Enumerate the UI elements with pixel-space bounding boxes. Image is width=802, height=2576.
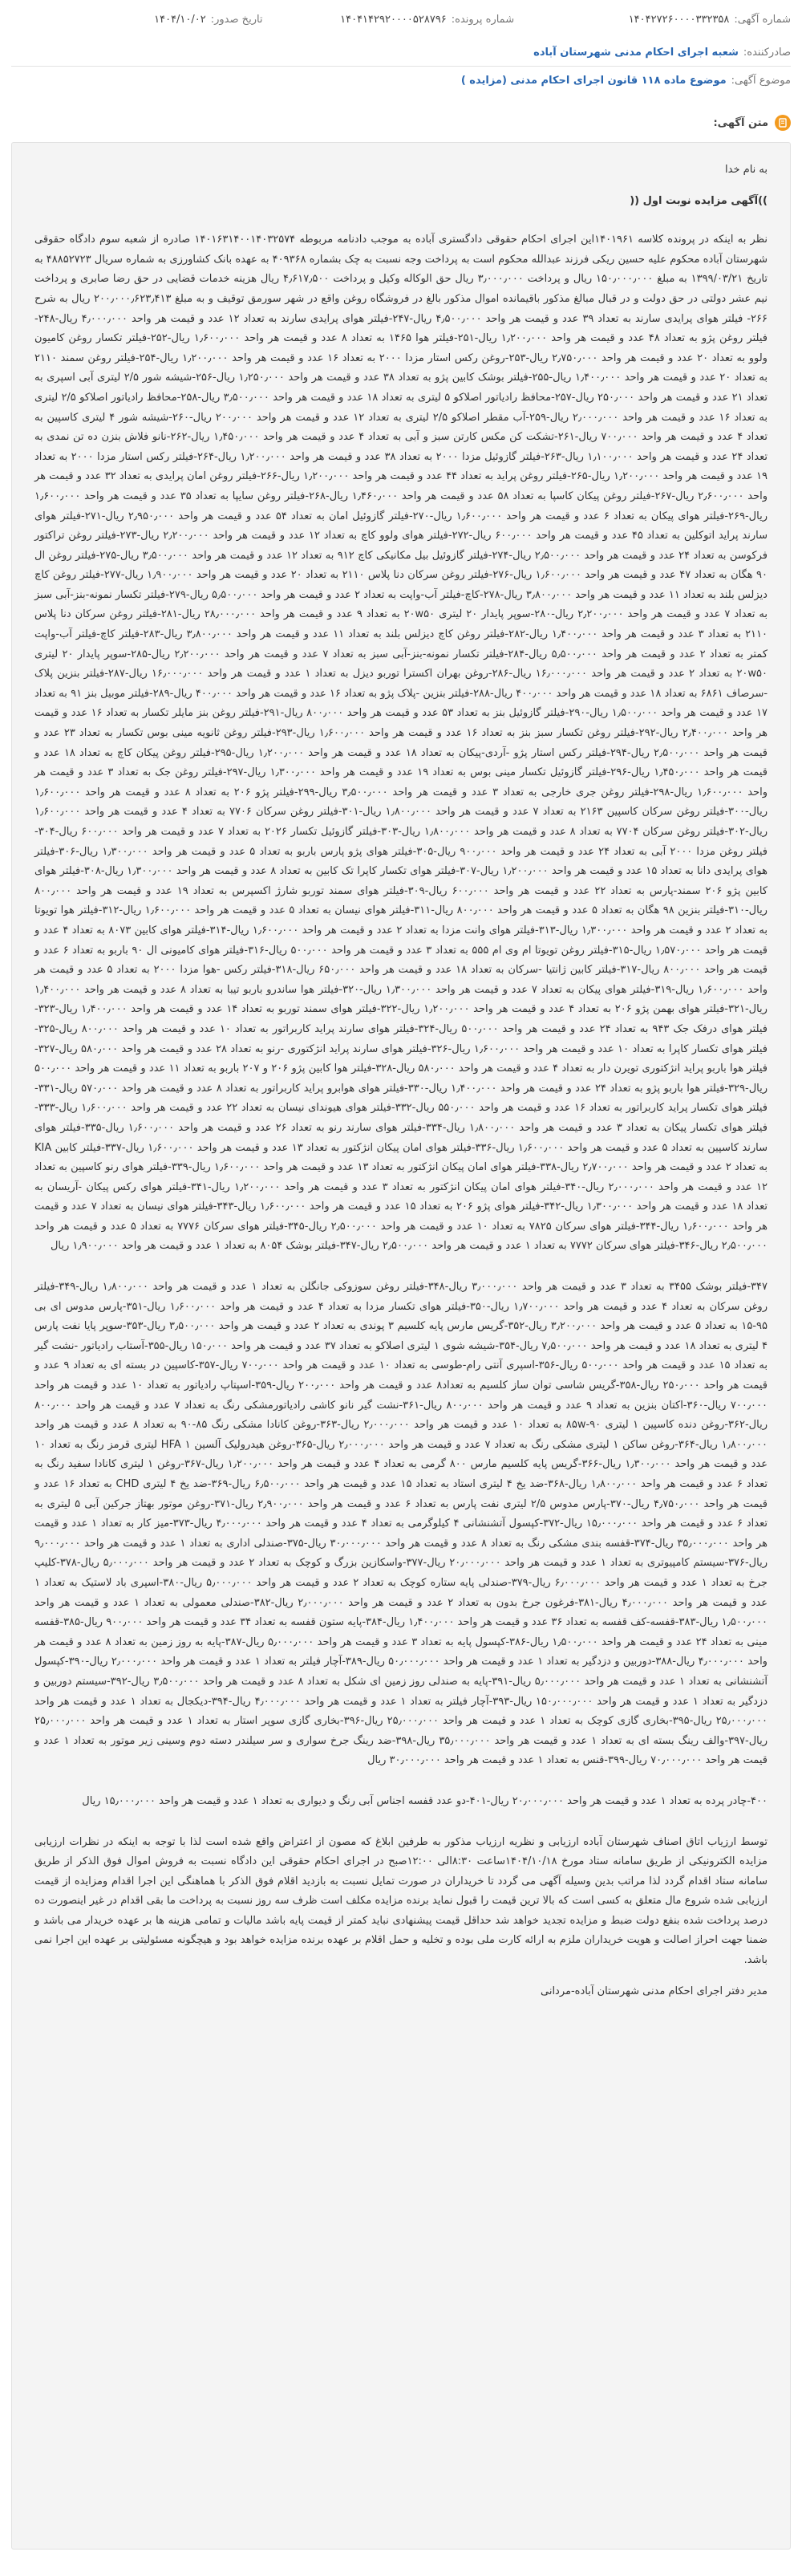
issuer-label: صادرکننده: (743, 46, 791, 59)
notice-paragraph-1: نظر به اینکه در پرونده کلاسه ۱۴۰۱۹۶۱این اجرای احکام حقوقی دادگستری آباده به موجب دادنامه مربوطه ۱۴۰۱۶۳۱۴۰۰۱۴۰۳۲۵۷۴ صادره از شعبه سوم دادگاه حقوقی شهرستان آباده محکوم علیه حسین ریکی فرزند عبدالله محکوم است به پرداخت وجه نسبت به چک بشماره ۴۰۹۳۶۸ به عهده بانک کشاورزی به شماره سریال ۴۸۸۵۲۷۲۳ به تاریخ ۱۳۹۹/۰۳/۲۱ به مبلغ ۱۵۰٫۰۰۰٫۰۰۰ ریال و پرداخت ۳٫۰۰۰٫۰۰۰ ریال حق الوکاله وکیل و پرداخت ۴٫۶۱۷٫۵۰۰ ریال هزینه خدمات قضایی در حق رضا صابری و پرداخت نیم عشر دولتی در حق دولت و در قبال مبالغ مذکور باقیمانده اموال مذکور بالغ در فروشگاه روغن واقع در شهر سورمق توقیف و به مبلغ ۲۰۰٫۰۰۰٫۶۲۳٫۴۱۳ ریال به شرح ۲۶۶- فیلتر هوای پرایدی سارند به تعداد ۳۹ عدد و قیمت هر واحد ۴٫۵۰۰٫۰۰۰ ریال-۲۴۷-فیلتر هوای پرایدی سارند به تعداد ۱۲ عدد و قیمت هر واحد ۴٫۰۰۰٫۰۰۰ ریال-۲۴۸-فیلتر روغن پژو به تعداد ۴۸ عدد و قیمت هر واحد ۱٫۲۰۰٫۰۰۰ ریال-۲۵۱-فیلتر هوا ۱۴۶۵ به تعداد ۸ عدد و قیمت هر واحد ۱٫۶۰۰٫۰۰۰ ریال-۲۵۲-فیلتر تکسار روغن کامیون ولوو به تعداد ۲۰ عدد و قیمت هر واحد ۲٫۷۵۰٫۰۰۰ ریال-۲۵۳-روغن رکس استار مزدا ۲۰۰۰ به تعداد ۱۶ عدد و قیمت هر واحد ۱٫۲۰۰٫۰۰۰ ریال-۲۵۴-فیلتر روغن سمند ۲۱۱۰ به تعداد ۲۰ عدد و قیمت هر واحد ۱٫۴۰۰٫۰۰۰ ریال-۲۵۵-فیلتر بوشک کابین پژو به تعداد ۳۸ عدد و قیمت هر واحد ۱٫۲۵۰٫۰۰۰ ریال-۲۵۶-شیشه شور ۲/۵ لیتری آبی اسپری به تعداد ۲۱ عدد و قیمت هر واحد ۲۵۰٫۰۰۰ ریال-۲۵۷-محافظ رادیاتور اصلاکو ۵ لیتری به تعداد ۱۸ عدد و قیمت هر واحد ۳٫۵۰۰٫۰۰۰ ریال-۲۵۸-محافظ رادیاتور اصلاکو ۲/۵ لیتری به تعداد ۱۶ عدد و قیمت هر واحد ۲٫۰۰۰٫۰۰۰ ریال-۲۵۹-آب مقطر اصلاکو ۲/۵ لیتری به تعداد ۱۲ عدد و قیمت هر واحد ۲۰۰٫۰۰۰ ریال-۲۶۰-شیشه شور ۴ لیتری کاسپین به تعداد ۴ عدد و قیمت هر واحد ۷۰۰٫۰۰۰ ریال-۲۶۱-تشکت کن مکس کارتن سبز و آبی به تعداد ۴ عدد و قیمت هر واحد ۱٫۴۵۰٫۰۰۰ ریال-۲۶۲-نانو فلاش بنزن ده تن نمدی به تعداد ۲۴ عدد و قیمت هر واحد ۱٫۱۰۰٫۰۰۰ ریال-۲۶۳-فیلتر گازوئیل مزدا ۲۰۰۰ به تعداد ۳۸ عدد و قیمت هر واحد ۱٫۲۰۰٫۰۰۰ ریال-۲۶۴-فیلتر رکس استار مزدا ۲۰۰۰ به تعداد ۱۹ عدد و قیمت هر واحد ۱٫۲۰۰٫۰۰۰ ریال-۲۶۵-فیلتر روغن پراید به تعداد ۴۴ عدد و قیمت هر واحد ۱٫۲۰۰٫۰۰۰ ریال-۲۶۶-فیلتر روغن امان پرایدی به تعداد ۳۲ عدد و قیمت هر واحد ۲٫۶۰۰٫۰۰۰ ریال-۲۶۷-فیلتر روغن پیکان کاسپا به تعداد ۵۸ عدد و قیمت هر واحد ۱٫۴۶۰٫۰۰۰ ریال-۲۶۸-فیلتر روغن سایپا به تعداد ۳۵ عدد و قیمت هر واحد ۱٫۶۰۰٫۰۰۰ ریال-۲۶۹-فیلتر هوای پیکان به تعداد ۶ عدد و قیمت هر واحد ۱٫۶۰۰٫۰۰۰ ریال-۲۷۰-فیلتر گازوئیل امان به تعداد ۵۴ عدد و قیمت هر واحد ۲٫۹۵۰٫۰۰۰ ریال-۲۷۱-فیلتر هوای سارند پراید اتوکلین به تعداد ۴۵ عدد و قیمت هر واحد ۶۰۰٫۰۰۰ ریال-۲۷۲-فیلتر هوای ولوو کاچ به تعداد ۱۲ عدد و قیمت هر واحد ۲٫۲۰۰٫۰۰۰ ریال-۲۷۳-فیلتر روغن تراکتور فرکوسن به تعداد ۲۴ عدد و قیمت هر واحد ۲٫۵۰۰٫۰۰۰ ریال-۲۷۴-فیلتر گازوئیل بیل مکانیکی کاچ ۹۱۲ به تعداد ۱۲ عدد و قیمت هر واحد ۳٫۵۰۰٫۰۰۰ ریال-۲۷۵-فیلتر روغن ال ۹۰ هگان به تعداد ۴۷ عدد و قیمت هر واحد ۱٫۶۰۰٫۰۰۰ ریال-۲۷۶-فیلتر روغن سرکان دنا پلاس ۲۱۱۰ به تعداد ۲۰ عدد و قیمت هر واحد ۱٫۹۰۰٫۰۰۰ ریال-۲۷۷-فیلتر روغن کاچ دیزلس بلند به تعداد ۱۱ عدد و قیمت هر واحد ۳٫۸۰۰٫۰۰۰ ریال-۲۷۸-کاچ-فیلتر آب-واپت به تعداد ۲ عدد و قیمت هر واحد ۵٫۵۰۰٫۰۰۰ ریال-۲۷۹-فیلتر تکسار نمونه-بنز-آبی سبز به تعداد ۷ عدد و قیمت هر واحد ۲٫۲۰۰٫۰۰۰ ریال-۲۸۰-سوپر پایدار ۲۰ لیتری ۲۰w۵۰ به تعداد ۹ عدد و قیمت هر واحد ۲۸٫۰۰۰٫۰۰۰ ریال-۲۸۱-فیلتر روغن سرکان دنا پلاس ۲۱۱۰ به تعداد ۳ عدد و قیمت هر واحد ۱٫۴۰۰٫۰۰۰ ریال-۲۸۲-فیلتر روغن کاچ دیزلس بلند به تعداد ۱۱ عدد و قیمت هر واحد ۳٫۸۰۰٫۰۰۰ ریال-۲۸۳-فیلتر کاچ-فیلتر آب-واپت کمتر به تعداد ۲ عدد و قیمت هر واحد ۵٫۵۰۰٫۰۰۰ ریال-۲۸۴-فیلتر تکسار نمونه-بنز-آبی سبز به تعداد ۷ عدد و قیمت هر واحد ۲٫۲۰۰٫۰۰۰ ریال-۲۸۵-سوپر پایدار ۲۰ لیتری ۲۰w۵۰ به تعداد ۲ عدد و قیمت هر واحد ۱۶٫۰۰۰٫۰۰۰ ریال-۲۸۶-روغن بهران اکسترا توربو دیزل به تعداد ۱ عدد و قیمت هر واحد ۱۶٫۰۰۰٫۰۰۰ ریال-۲۸۷-فیلتر بنزین پلاک -سرصاف ۶۸۶۱ به تعداد ۱۸ عدد و قیمت هر واحد ۴۰۰٫۰۰۰ ریال-۲۸۸-فیلتر بنزین -پلاک پژو به تعداد ۱۶ عدد و قیمت هر واحد ۴۰۰٫۰۰۰ ریال-۲۸۹-فیلتر موبیل بنز ۹۱ به تعداد ۱۷ عدد و قیمت هر واحد ۱٫۵۰۰٫۰۰۰ ریال-۲۹۰-فیلتر گازوئیل بنز به تعداد ۵۳ عدد و قیمت هر واحد ۸۰۰٫۰۰۰ ریال-۲۹۱-فیلتر روغن بنز مایلر تکسار به تعداد ۱۶ عدد و قیمت هر واحد ۲٫۴۰۰٫۰۰۰ ریال-۲۹۲-فیلتر روغن تکسار سبز بنز به تعداد ۱۶ عدد و قیمت هر واحد ۱٫۶۰۰٫۰۰۰ ریال-۲۹۳-فیلتر روغن ثانویه مینی بوس تکسار به تعداد ۲۳ عدد و قیمت هر واحد ۲٫۵۰۰٫۰۰۰ ریال-۲۹۴-فیلتر رکس استار پژو -آردی-پیکان به تعداد ۱۸ عدد و قیمت هر واحد ۱٫۲۰۰٫۰۰۰ ریال-۲۹۵-فیلتر روغن پیکان کاچ به تعداد ۱۸ عدد و قیمت هر واحد ۱٫۴۵۰٫۰۰۰ ریال-۲۹۶-فیلتر گازوئیل تکسار مینی بوس به تعداد ۱۹ عدد و قیمت هر واحد ۱٫۳۰۰٫۰۰۰ ریال-۲۹۷-فیلتر روغن جک به تعداد ۳ عدد و قیمت هر واحد ۱٫۶۰۰٫۰۰۰ ریال-۲۹۸-فیلتر روغن جری خارجی به تعداد ۳ عدد و قیمت هر واحد ۳٫۵۰۰٫۰۰۰ ریال-۲۹۹-فیلتر پژو ۲۰۶ به تعداد ۸ عدد و قیمت هر واحد ۱٫۶۰۰٫۰۰۰ ریال-۳۰۰-فیلتر روغن سرکان کاسپین ۲۱۶۳ به تعداد ۷ عدد و قیمت هر واحد ۱٫۸۰۰٫۰۰۰ ریال-۳۰۱-فیلتر روغن سرکان ۷۷۰۶ به تعداد ۴ عدد و قیمت هر واحد ۱٫۶۰۰٫۰۰۰ ریال-۳۰۲-فیلتر روغن سرکان ۷۷۰۴ به تعداد ۸ عدد و قیمت هر واحد ۱٫۸۰۰٫۰۰۰ ریال-۳۰۳-فیلتر گازوئیل تکسار ۲۰۲۶ به تعداد ۷ عدد و قیمت هر واحد ۶۰۰٫۰۰۰ ریال-۳۰۴-فیلتر روغن مزدا ۲۰۰۰ آبی به تعداد ۲۴ عدد و قیمت هر واحد ۹۰۰٫۰۰۰ ریال-۳۰۵-فیلتر هوای پژو پارس باربو به تعداد ۵ عدد و قیمت هر واحد ۱٫۳۰۰٫۰۰۰ ریال-۳۰۶-فیلتر هوای پرایدی دانا به تعداد ۱۵ عدد و قیمت هر واحد ۱٫۲۰۰٫۰۰۰ ریال-۳۰۷-فیلتر هوای تکسار کاپرا تک کابین به تعداد ۸ عدد و قیمت هر واحد ۱٫۳۰۰٫۰۰۰ ریال-۳۰۸-فیلتر هوای کابین پژو ۲۰۶ سمند-پارس به تعداد ۲۲ عدد و قیمت هر واحد ۶۰۰٫۰۰۰ ریال-۳۰۹-فیلتر هوای سمند توربو شارژ اکسپرس به تعداد ۱۹ عدد و قیمت هر واحد ۸۰۰٫۰۰۰ ریال-۳۱۰-فیلتر بنزین ۹۸ هگان به تعداد ۵ عدد و قیمت هر واحد ۸۰۰٫۰۰۰ ریال-۳۱۱-فیلتر هوای نیسان به تعداد ۵ عدد و قیمت هر واحد ۱٫۶۰۰٫۰۰۰ ریال-۳۱۲-فیلتر هوا تویوتا به تعداد ۲ عدد و قیمت هر واحد ۱٫۳۰۰٫۰۰۰ ریال-۳۱۳-فیلتر هوای وانت مزدا به تعداد ۲ عدد و قیمت هر واحد ۱٫۶۰۰٫۰۰۰ ریال-۳۱۴-فیلتر هوای کابین ۸۰۷۳ به تعداد ۴ عدد و قیمت هر واحد ۱٫۵۷۰٫۰۰۰ ریال-۳۱۵-فیلتر روغن تویوتا ام وی ام ۵۵۵ به تعداد ۳ عدد و قیمت هر واحد ۵۰۰٫۰۰۰ ریال-۳۱۶-فیلتر هوای کامیونی ال ۹۰ باربو به تعداد ۶ عدد و قیمت هر واحد ۸۰۰٫۰۰۰ ریال-۳۱۷-فیلتر کابین ژانتیا -سرکان به تعداد ۱۸ عدد و قیمت هر واحد ۶۵۰٫۰۰۰ ریال-۳۱۸-فیلتر رکس -هوا مزدا ۲۰۰۰ به تعداد ۵ عدد و قیمت هر واحد ۱٫۶۰۰٫۰۰۰ ریال-۳۱۹-فیلتر هوای پیکان به تعداد ۷ عدد و قیمت هر واحد ۱٫۳۰۰٫۰۰۰ ریال-۳۲۰-فیلتر هوا ساندرو باربو تیبا به تعداد ۸ عدد و قیمت هر واحد ۱٫۴۰۰٫۰۰۰ ریال-۳۲۱-فیلتر هوای بهمن پژو ۲۰۶ به تعداد ۴ عدد و قیمت هر واحد ۱٫۲۰۰٫۰۰۰ ریال-۳۲۲-فیلتر هوای سمند توربو به تعداد ۱۴ عدد و قیمت هر واحد ۱٫۴۰۰٫۰۰۰ ریال-۳۲۳-فیلتر هوای درفک جک ۹۴۳ به تعداد ۲۴ عدد و قیمت هر واحد ۵۰۰٫۰۰۰ ریال-۳۲۴-فیلتر هوای سارند پراید کاربراتور به تعداد ۱۰ عدد و قیمت هر واحد ۸۰۰٫۰۰۰ ریال-۳۲۵-فیلتر هوای تکسار کاپرا به تعداد ۱۰ عدد و قیمت هر واحد ۱٫۶۰۰٫۰۰۰ ریال-۳۲۶-فیلتر هوای سارند پراید انژکتوری -رنو به تعداد ۲۸ عدد و قیمت هر واحد ۵۸۰٫۰۰۰ ریال-۳۲۷-فیلتر هوا باربو پراید انژکتوری تویرن دار به تعداد ۴ عدد و قیمت هر واحد ۵۸۰٫۰۰۰ ریال-۳۲۸-فیلتر هوا کابین پژو ۲۰۶ و ۲۰۷ باربو به تعداد ۱۱ عدد و قیمت هر واحد ۵۰۰٫۰۰۰ ریال-۳۲۹-فیلتر هوا باربو پژو به تعداد ۲۴ عدد و قیمت هر واحد ۱٫۴۰۰٫۰۰۰ ریال-۳۳۰-فیلتر هوای هوابرو پراید کاربراتور به تعداد ۸ عدد و قیمت هر واحد ۵۷۰٫۰۰۰ ریال-۳۳۱-فیلتر هوای تکسار پراید کاربراتور به تعداد ۱۶ عدد و قیمت هر واحد ۵۵۰٫۰۰۰ ریال-۳۳۲-فیلتر هوای هیوندای نیسان به تعداد ۲۲ عدد و قیمت هر واحد ۱٫۶۰۰٫۰۰۰ ریال-۳۳۳-فیلتر هوای تکسار پیکان به تعداد ۳ عدد و قیمت هر واحد ۱٫۸۰۰٫۰۰۰ ریال-۳۳۴-فیلتر هوای سارند رنو به تعداد ۲۶ عدد و قیمت هر واحد ۱٫۶۰۰٫۰۰۰ ریال-۳۳۵-فیلتر هوای سارند کاسپین به تعداد ۵ عدد و قیمت هر واحد ۱٫۶۰۰٫۰۰۰ ریال-۳۳۶-فیلتر هوای امان پیکان انژکتور به تعداد ۱۳ عدد و قیمت هر واحد ۱٫۶۰۰٫۰۰۰ ریال-۳۳۷-فیلتر کابین KIA به تعداد ۲ عدد و قیمت هر واحد ۲٫۷۰۰٫۰۰۰ ریال-۳۳۸-فیلتر هوای امان پیکان انژکتور به تعداد ۱۳ عدد و قیمت هر واحد ۱٫۶۰۰٫۰۰۰ ریال-۳۳۹-فیلتر هوای رنو کاسپین به تعداد ۱۲ عدد و قیمت هر واحد ۲٫۰۰۰٫۰۰۰ ریال-۳۴۰-فیلتر هوای امان پیکان انژکتور به تعداد ۳ عدد و قیمت هر واحد ۱٫۲۰۰٫۰۰۰ ریال-۳۴۱-فیلتر هوای رکس پیکان -آریسان به تعداد ۱۸ عدد و قیمت هر واحد ۱٫۳۰۰٫۰۰۰ ریال-۳۴۲-فیلتر هوای پژو ۲۰۶ به تعداد ۱۵ عدد و قیمت هر واحد ۱٫۶۰۰٫۰۰۰ ریال-۳۴۳-فیلتر هوای نیسان به تعداد ۷ عدد و قیمت هر واحد ۱٫۶۰۰٫۰۰۰ ریال-۳۴۴-فیلتر هوای سرکان ۷۸۲۵ به تعداد ۱۰ عدد و قیمت هر واحد ۲٫۵۰۰٫۰۰۰ ریال-۳۴۵-فیلتر هوای سرکان ۷۷۷۶ به تعداد ۵ عدد و قیمت هر واحد ۲٫۵۰۰٫۰۰۰ ریال-۳۴۶-فیلتر هوای سرکان ۷۷۷۲ به تعداد ۱ عدد و قیمت هر واحد ۲٫۵۰۰٫۰۰۰ ریال-۳۴۷-فیلتر بوشک ۸۰۵۴ به تعداد ۱ عدد و قیمت هر واحد ۱٫۹۰۰٫۰۰۰ ریال (34, 234, 768, 1253)
notice-number-value: ۱۴۰۴۲۷۲۶۰۰۰۰۳۳۲۳۵۸ (628, 13, 730, 26)
notice-number-label: شماره آگهی: (734, 13, 791, 26)
subject-row (0, 67, 802, 94)
issue-date-field (11, 14, 263, 26)
notice-paragraph-3: ۴۰۰-چادر پرده به تعداد ۱ عدد و قیمت هر واحد ۲۰٫۰۰۰٫۰۰۰ ریال-۴۰۱-دو عدد قفسه اجناس آبی رنگ و دیواری به تعداد ۱ عدد و قیمت هر واحد ۱۵٫۰۰۰٫۰۰۰ ریال (82, 1794, 768, 1807)
subject-value: موضوع ماده ۱۱۸ قانون اجرای احکام مدنی (مزایده ) (460, 74, 727, 87)
subject-label: موضوع آگهی: (731, 74, 791, 87)
signature-line: مدیر دفتر اجرای احکام مدنی شهرستان آباده-مردانی (540, 1985, 768, 1997)
bismillah: به نام خدا (725, 164, 768, 176)
notice-meta-row (0, 0, 802, 39)
file-number-field (263, 14, 515, 26)
notice-number-field (514, 14, 791, 26)
document-icon (775, 115, 791, 131)
issuer-row (0, 39, 802, 66)
file-number-value: ۱۴۰۴۱۴۲۹۲۰۰۰۰۵۲۸۷۹۶ (340, 13, 447, 26)
issue-date-value: ۱۴۰۴/۱۰/۰۲ (154, 13, 206, 26)
file-number-label: شماره پرونده: (451, 13, 515, 26)
notice-text-box (11, 142, 791, 2550)
issue-date-label: تاریخ صدور: (210, 13, 263, 26)
notice-text-title: متن آگهی: (713, 116, 768, 129)
notice-paragraph-4: توسط ارزیاب اتاق اصناف شهرستان آباده ارزیابی و نظریه ارزیاب مذکور به طرفین ابلاغ که مصون از اعتراض واقع شده است لذا با توجه به اینکه در نظرات ارزیابی مزایده الکترونیکی از طریق سامانه ستاد مورخ ۱۴۰۴/۱۰/۱۸ساعت ۸:۳۰الی ۱۲:۰۰صبح در اجرای احکام حقوقی این دادگاه نسبت به فروش اموال فوق الذکر از طریق سامانه ستاد اقدام گردد لذا مراتب بدین وسیله آگهی می گردد تا خریداران در صورت تمایل نسبت به بازدید اقلام فوق الذکر با هماهنگی این اجرا اقدام ومزایده از قیمت ارزیابی شده شروع مال متعلق به کسی است که بالا ترین قیمت را قبول نماید برنده مزایده مکلف است ظرف سه روز نسبت به پرداخت ما بقی اقدام در غیر اینصورت ده درصد پرداخت شده بنفع دولت ضبط و مزایده تجدید خواهد شد حداقل قیمت پیشنهادی نباید کمتر از قیمت پایه باشد مالیات و تمامی هزینه ها بر عهده خریدار می باشد و ضمنا جهت احراز اصالت و هویت خریداران ملزم به ارائه کارت ملی بوده و تخلیه و حمل اقلام بر عهده برنده مزایده خواهد بود و هیچگونه مسئولیتی بر عهده این اجرا نمی باشد. (34, 1835, 768, 1967)
notice-text-header (11, 112, 791, 134)
notice-heading: ))آگهی مزایده نوبت اول (( (630, 194, 768, 207)
issuer-value: شعبه اجرای احکام مدنی شهرستان آباده (533, 46, 739, 59)
notice-paragraph-2: ۳۴۷-فیلتر بوشک ۳۴۵۵ به تعداد ۳ عدد و قیمت هر واحد ۳٫۰۰۰٫۰۰۰ ریال-۳۴۸-فیلتر روغن سوزوکی جانگلن به تعداد ۱ عدد و قیمت هر واحد ۱٫۸۰۰٫۰۰۰ ریال-۳۴۹-فیلتر روغن سرکان به تعداد ۴ عدد و قیمت هر واحد ۱٫۷۰۰٫۰۰۰ ریال-۳۵۰-فیلتر هوای تکسار مزدا به تعداد ۴ عدد و قیمت هر واحد ۱٫۶۰۰٫۰۰۰ ریال-۳۵۱-پارس مدوس ای بی ۹۵-۱۵ به تعداد ۵ عدد و قیمت هر واحد ۳٫۲۰۰٫۰۰۰ ریال-۳۵۲-گریس مارس پایه کلسیم ۳ پوندی به تعداد ۲ عدد و قیمت هر واحد ۳٫۵۰۰٫۰۰۰ ریال-۳۵۳-سوپر پایا نفت پارس ۴ لیتری به تعداد ۱۸ عدد و قیمت هر واحد ۷٫۵۰۰٫۰۰۰ ریال-۳۵۴-شیشه شوی ۱ لیتری اصلاکو به تعداد ۳۷ عدد و قیمت هر واحد ۱۵۰٫۰۰۰ ریال-۳۵۵-آستاب رادیاتور -نشت گیر به تعداد ۱۵ عدد و قیمت هر واحد ۵۰۰٫۰۰۰ ریال-۳۵۶-اسپری آنتی رام-طوسی به تعداد ۱۰ عدد و قیمت هر واحد ۷۰۰٫۰۰۰ ریال-۳۵۷-کاسپین در بسته ای به تعداد ۹ عدد و قیمت هر واحد ۲۵۰٫۰۰۰ ریال-۳۵۸-گریس شاسی توان ساز کلسیم به تعداد۸ عدد و قیمت هر واحد ۲۰۰٫۰۰۰ ریال-۳۵۹-اسپتاپ رادیاتور به تعداد ۱۰ عدد و قیمت هر واحد ۷۰۰٫۰۰۰ ریال-۳۶۰-اکتان بنزین به تعداد ۹ عدد و قیمت هر واحد ۸۰۰٫۰۰۰ ریال-۳۶۱-نشت گیر نانو کاشی رادیاتورمشکی رنگ به تعداد ۷ عدد و قیمت هر واحد ۸۰۰٫۰۰۰ ریال-۳۶۲-روغن دنده کاسپین ۱ لیتری ۹۰-۸۵w به تعداد ۱۰ عدد و قیمت هر واحد ۲٫۰۰۰٫۰۰۰ ریال-۳۶۳-روغن کانادا مشکی رنگ ۸۵-۹۰ به تعداد ۸ عدد و قیمت هر واحد ۱٫۸۰۰٫۰۰۰ ریال-۳۶۴-روغن ساکن ۱ لیتری مشکی رنگ به تعداد ۷ عدد و قیمت هر واحد ۲٫۰۰۰٫۰۰۰ ریال-۳۶۵-روغن هیدرولیک آلسین ۱ HFA لیتری قرمز رنگ به تعداد ۱۰ عدد و قیمت هر واحد ۱٫۳۰۰٫۰۰۰ ریال-۳۶۶-گریس پایه کلسیم مارس ۸۰۰ گرمی به تعداد ۴ عدد و قیمت هر واحد ۱٫۲۰۰٫۰۰۰ ریال-۳۶۷-روغن ۱ لیتری کانادا سفید رنگ به تعداد ۶ عدد و قیمت هر واحد ۱٫۸۰۰٫۰۰۰ ریال-۳۶۸-ضد یخ ۴ لیتری استاد به تعداد ۱۵ عدد و قیمت هر واحد ۶٫۵۰۰٫۰۰۰ ریال-۳۶۹-ضد یخ ۴ لیتری CHD به تعداد ۱۶ عدد و قیمت هر واحد ۴٫۷۵۰٫۰۰۰ ریال-۳۷۰-پارس مدوس ۲/۵ لیتری نفت پارس به تعداد ۶ عدد و قیمت هر واحد ۲٫۹۰۰٫۰۰۰ ریال-۳۷۱-روغن موتور بهتاز جرکین آبی ۵ لیتری به تعداد ۶ عدد و قیمت هر واحد ۱۵٫۰۰۰٫۰۰۰ ریال-۳۷۲-کپسول آتشنشانی ۴ کیلوگرمی به تعداد ۴ عدد و قیمت هر واحد ۴٫۰۰۰٫۰۰۰ ریال-۳۷۳-میز کار به تعداد ۱ عدد و قیمت هر واحد ۳۵٫۰۰۰٫۰۰۰ ریال-۳۷۴-قفسه بندی مشکی رنگ به تعداد ۸ عدد و قیمت هر واحد ۳۰٫۰۰۰٫۰۰۰ ریال-۳۷۵-صندلی اداری به تعداد ۱ عدد و قیمت هر واحد ۹٫۰۰۰٫۰۰۰ ریال-۳۷۶-سیستم کامپیوتری به تعداد ۱ عدد و قیمت هر واحد ۲۰٫۰۰۰٫۰۰۰ ریال-۳۷۷-واسکازین بزرگ و کوچک به تعداد ۲ عدد و قیمت هر واحد ۵٫۰۰۰٫۰۰۰ ریال-۳۷۸-کلیپ جرخ به تعداد ۱ عدد و قیمت هر واحد ۶٫۰۰۰٫۰۰۰ ریال-۳۷۹-صندلی پایه ستاره کوچک به تعداد ۲ عدد و قیمت هر واحد ۵٫۰۰۰٫۰۰۰ ریال-۳۸۰-اسپری باد لاستیک به تعداد ۱ عدد و قیمت هر واحد ۴٫۰۰۰٫۰۰۰ ریال-۳۸۱-فرغون جرخ بدون به تعداد ۲ عدد و قیمت هر واحد ۲٫۰۰۰٫۰۰۰ ریال-۳۸۲-صندلی معمولی به تعداد ۱ عدد و قیمت هر واحد ۱٫۵۰۰٫۰۰۰ ریال-۳۸۳-قفسه-کف قفسه به تعداد ۳۶ عدد و قیمت هر واحد ۱٫۴۰۰٫۰۰۰ ریال-۳۸۴-پایه ستون قفسه به تعداد ۳۴ عدد و قیمت هر واحد ۹۰۰٫۰۰۰ ریال-۳۸۵-قفسه مینی به تعداد ۲۴ عدد و قیمت هر واحد ۱٫۵۰۰٫۰۰۰ ریال-۳۸۶-کپسول پایه به تعداد ۳ عدد و قیمت هر واحد ۵٫۰۰۰٫۰۰۰ ریال-۳۸۷-پایه به روز زمین به تعداد ۸ عدد و قیمت هر واحد ۴٫۰۰۰٫۰۰۰ ریال-۳۸۸-دوربین و دزدگیر به تعداد ۱ عدد و قیمت هر واحد ۵۰٫۰۰۰٫۰۰۰ ریال-۳۸۹-آچار فیلتر به تعداد ۱ عدد و قیمت هر واحد ۲٫۰۰۰٫۰۰۰ ریال-۳۹۰-کپسول آتشنشانی به تعداد ۱ عدد و قیمت هر واحد ۵٫۰۰۰٫۰۰۰ ریال-۳۹۱-پایه به صندلی روز زمین ای شکل به تعداد ۸ عدد و قیمت هر واحد ۳٫۵۰۰٫۰۰۰ ریال-۳۹۲-سیستم دوربین و دزدگیر به تعداد ۱ عدد و قیمت هر واحد ۱۵۰٫۰۰۰٫۰۰۰ ریال-۳۹۳-آچار فیلتر به تعداد ۱ عدد و قیمت هر واحد ۴٫۰۰۰٫۰۰۰ ریال-۳۹۴-دیکجال به تعداد ۱ عدد و قیمت هر واحد ۲۵٫۰۰۰٫۰۰۰ ریال-۳۹۵-بخاری گازی کوچک به تعداد ۱ عدد و قیمت هر واحد ۲۵٫۰۰۰٫۰۰۰ ریال-۳۹۶-بخاری گازی سوپر استار به تعداد ۱ عدد و قیمت هر واحد ۲۵٫۰۰۰٫۰۰۰ ریال-۳۹۷-والف رینگ بسته ای به تعداد ۱ عدد و قیمت هر واحد ۳۵٫۰۰۰٫۰۰۰ ریال-۳۹۸-ضد رینگ جرخ سواری و سر سیلندر دسته دوم وسینی زیر موتور به تعداد ۱ عدد و قیمت هر واحد ۷۰٫۰۰۰٫۰۰۰ ریال-۳۹۹-قنس به تعداد ۱ عدد و قیمت هر واحد ۳۰٫۰۰۰٫۰۰۰ ریال (34, 1281, 768, 1767)
